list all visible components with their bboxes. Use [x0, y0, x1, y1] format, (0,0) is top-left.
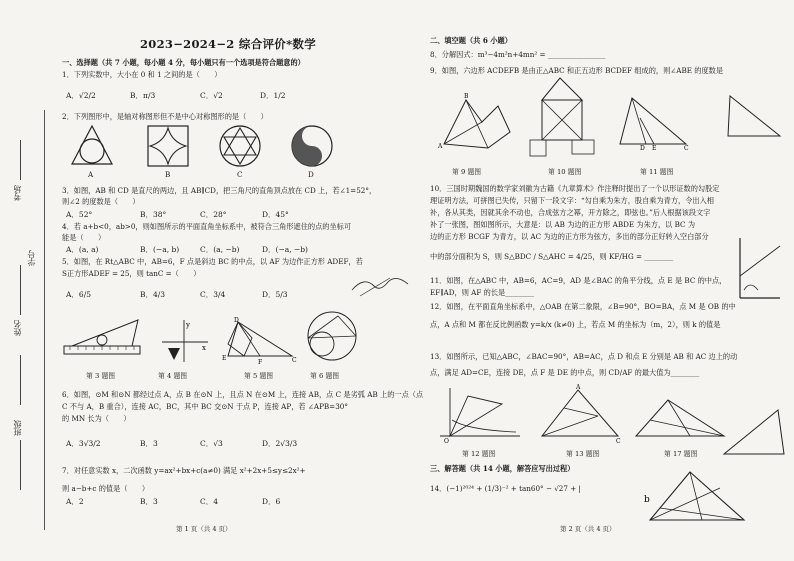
q12-figure	[438, 386, 522, 444]
q4-option-a: A．(a, a)	[66, 245, 99, 254]
q10-figure	[528, 74, 598, 162]
q7-option-b: B．3	[140, 497, 158, 506]
question-4-line-1: 4．若 a+b<0，ab>0，则如图所示的平面直角坐标系中，被符合三角形遮住的点的坐标可	[62, 222, 352, 231]
q6-figure	[298, 306, 362, 370]
seat-label: 学号	[27, 250, 36, 266]
q13-figure	[538, 386, 622, 444]
q3-figure-caption: 第 3 题图	[86, 372, 116, 380]
question-13-line-1: 13．如图所示，已知△ABC，∠BAC=90°，AB=AC，点 D 和点 E 分别是 AB 和 AC 边上的动	[430, 352, 738, 361]
q5-figure	[218, 316, 298, 368]
svg-text:C: C	[292, 357, 297, 364]
side-triangle-sketch	[726, 92, 782, 142]
q11-figure	[618, 94, 688, 150]
q4-figure	[160, 318, 210, 364]
q6-option-a: A．3√3/2	[66, 439, 101, 448]
question-10-line-2: 理证明方法，可拼图已失传，只留下一段文字：“勾自乘为朱方，股自乘为青方，令出入相	[430, 196, 714, 205]
question-6-line-1: 6．如图，⊙M 和⊙N 都经过点 A，点 B 在⊙N 上，且点 N 在⊙M 上，连接 AB，点 C 是劣弧 AB 上的一点（点	[62, 390, 424, 399]
q3-option-c: C．28°	[200, 210, 227, 219]
exam-room-label: 考场	[13, 185, 22, 201]
question-4-line-2: 能是（ ）	[62, 233, 106, 242]
q4-figure-caption: 第 4 题图	[158, 372, 188, 380]
svg-text:E: E	[222, 355, 227, 362]
svg-text:C: C	[684, 145, 689, 152]
q3-option-b: B．38°	[140, 210, 167, 219]
svg-text:E: E	[652, 145, 657, 152]
q5-option-b: B．4/3	[140, 290, 166, 299]
question-12-line-1: 12．如图，在平面直角坐标系中，△OAB 在第二象限，∠B=90°，BO=BA，点 M 是 OB 的中	[430, 302, 736, 311]
q17-figure-caption: 第 17 题图	[664, 450, 698, 458]
question-10-line-3: 补，各从其类，因就其余不动也，合成弦方之幂，开方除之，即弦也。”后人根据该段文字	[430, 208, 711, 217]
q9-figure-caption: 第 9 题图	[452, 168, 482, 176]
svg-text:D: D	[234, 317, 239, 324]
q5-figure-caption: 第 5 题图	[244, 372, 274, 380]
q3-option-a: A．52°	[66, 210, 93, 219]
q7-option-c: C．4	[200, 497, 219, 506]
q6-figure-caption: 第 6 题图	[310, 372, 340, 380]
q1-option-b: B．π/3	[130, 91, 156, 100]
svg-text:C: C	[616, 438, 621, 445]
q2-figure-a	[70, 124, 114, 168]
question-10-line-5: 边的正方形 BCGF 为青方，以 AC 为边的正方形为弦方，多出的部分正好转入空白部分	[430, 232, 709, 241]
q17-figure	[632, 396, 728, 446]
binding-line	[44, 110, 45, 530]
question-7-line-1: 7．对任意实数 x，二次函数 y=ax²+bx+c(a≠0) 满足 x²+2x+5≤y≤2x²+	[62, 466, 306, 475]
binding-margin	[0, 0, 58, 561]
side-triangle-sketch-2	[722, 408, 786, 456]
svg-text:A: A	[576, 384, 581, 391]
q2-figure-b	[146, 124, 190, 168]
page-title: 2023−2024−2 综合评价*数学	[140, 37, 317, 51]
svg-text:F: F	[258, 359, 263, 366]
svg-text:D: D	[640, 145, 645, 152]
svg-text:b: b	[644, 495, 650, 505]
q10-side-sketch	[736, 236, 784, 302]
pen-scribble	[350, 272, 410, 302]
section-2-heading: 二、填空题（共 6 小题）	[430, 36, 512, 45]
svg-text:x: x	[202, 344, 206, 352]
question-2: 2．下列图形中，是轴对称图形但不是中心对称图形的是（ ）	[62, 112, 268, 121]
class-label: 班级	[13, 420, 22, 436]
question-6-line-2: C 不与 A，B 重合），连接 AC，BC，其中 BC 交⊙N 于点 P，连接 AP，若 ∠APB=30°	[62, 402, 348, 411]
question-11-line-2: EF∥AD，则 AF 的长是________	[430, 288, 534, 297]
q5-option-c: C．3/4	[200, 290, 226, 299]
question-1: 1．下列实数中，大小在 0 和 1 之间的是（ ）	[62, 70, 222, 79]
svg-text:A: A	[438, 143, 443, 150]
q4-option-d: D．(−a, −b)	[262, 245, 308, 254]
name-label: 姓名	[13, 320, 22, 336]
q2-figure-c	[218, 124, 262, 168]
question-9: 9．如图，六边形 ACDEFB 是由正△ABC 和正五边形 BCDEF 组成的，则∠ABE 的度数是	[430, 66, 724, 75]
q7-option-d: D．6	[262, 497, 281, 506]
q3-option-d: D．45°	[262, 210, 289, 219]
q2-label-d: D	[308, 170, 314, 179]
q14-side-sketch	[640, 468, 750, 528]
q4-option-b: B．(−a, b)	[140, 245, 180, 254]
svg-text:B: B	[464, 93, 469, 100]
question-12-line-2: 点，A 点和 M 都在反比例函数 y=k/x (k≠0) 上，若点 M 的坐标为（m，2），则 k 的值是	[430, 320, 721, 329]
q1-option-a: A．√2/2	[66, 91, 96, 100]
question-10-line-1: 10．三国时期魏国的数学家刘徽为古籍《九章算术》作注释时提出了一个以形证数的勾股定	[430, 184, 720, 193]
q2-label-b: B	[165, 170, 171, 179]
left-page-footer: 第 1 页（共 4 页）	[176, 525, 232, 533]
q3-figure	[62, 316, 142, 366]
question-5-line-1: 5．如图，在 Rt△ABC 中，AB=6，F 点是斜边 BC 的中点，以 AF 为边作正方形 ADEF，若	[62, 257, 363, 266]
question-14: 14．(−1)²⁰²⁴ + (1/3)⁻² + tan60° − √27 + |	[430, 484, 581, 493]
svg-text:y: y	[186, 321, 190, 329]
question-11-line-1: 11．如图，在△ABC 中，AB=6，AC=9，AD 是∠BAC 的角平分线，点 E 是 BC 的中点，	[430, 276, 727, 285]
section-1-heading: 一、选择题（共 7 小题，每小题 4 分，每小题只有一个选项是符合题意的）	[62, 58, 305, 67]
q5-option-d: D．5/3	[262, 290, 288, 299]
q11-figure-caption: 第 11 题图	[640, 168, 674, 176]
q10-figure-caption: 第 10 题图	[548, 168, 582, 176]
question-3-line-2: 则∠2 的度数是（ ）	[62, 197, 140, 206]
question-8: 8．分解因式：m³−4m²n+4mn² = ________________	[430, 50, 606, 59]
question-7-line-2: 则 a−b+c 的值是（ ）	[62, 484, 150, 493]
svg-text:O: O	[444, 438, 449, 445]
question-13-line-2: 点，满足 AD=CE，连接 DE，点 F 是 DE 的中点，则 CD/AF 的最大值为________	[430, 368, 700, 377]
question-5-line-2: S正方形ADEF = 25，则 tanC =（ ）	[62, 269, 201, 278]
q5-option-a: A．6/5	[66, 290, 91, 299]
q1-option-d: D．1/2	[260, 91, 286, 100]
q7-option-a: A．2	[66, 497, 84, 506]
question-6-line-3: 的 MN 长为（ ）	[62, 414, 131, 423]
question-10-line-4: 补了一张图，图如图所示，大意是：以 AB 为边的正方形 ABDE 为朱方，以 BC 为	[430, 220, 696, 229]
question-10-line-6: 中的部分面积为 S，则 S△BDC / S△AHC = 4/25，则 KF/HG = ________	[430, 252, 674, 261]
q6-option-c: C．√3	[200, 439, 223, 448]
q2-label-a: A	[88, 170, 94, 179]
right-page-footer: 第 2 页（共 4 页）	[560, 525, 616, 533]
q2-figure-d	[290, 124, 334, 168]
q9-figure	[436, 92, 516, 150]
q2-label-c: C	[237, 170, 243, 179]
q1-option-c: C．√2	[200, 91, 223, 100]
q13-figure-caption: 第 13 题图	[566, 450, 600, 458]
q4-option-c: C．(a, −b)	[200, 245, 240, 254]
q12-figure-caption: 第 12 题图	[462, 450, 496, 458]
q6-option-d: D．2√3/3	[262, 439, 298, 448]
question-3-line-1: 3．如图，AB 和 CD 是直尺的两边，且 AB∥CD，把三角尺的直角顶点放在 CD 上，若∠1=52°，	[62, 186, 377, 195]
section-3-heading: 三、解答题（共 14 小题，解答应写出过程）	[430, 464, 575, 473]
q6-option-b: B．3	[140, 439, 158, 448]
